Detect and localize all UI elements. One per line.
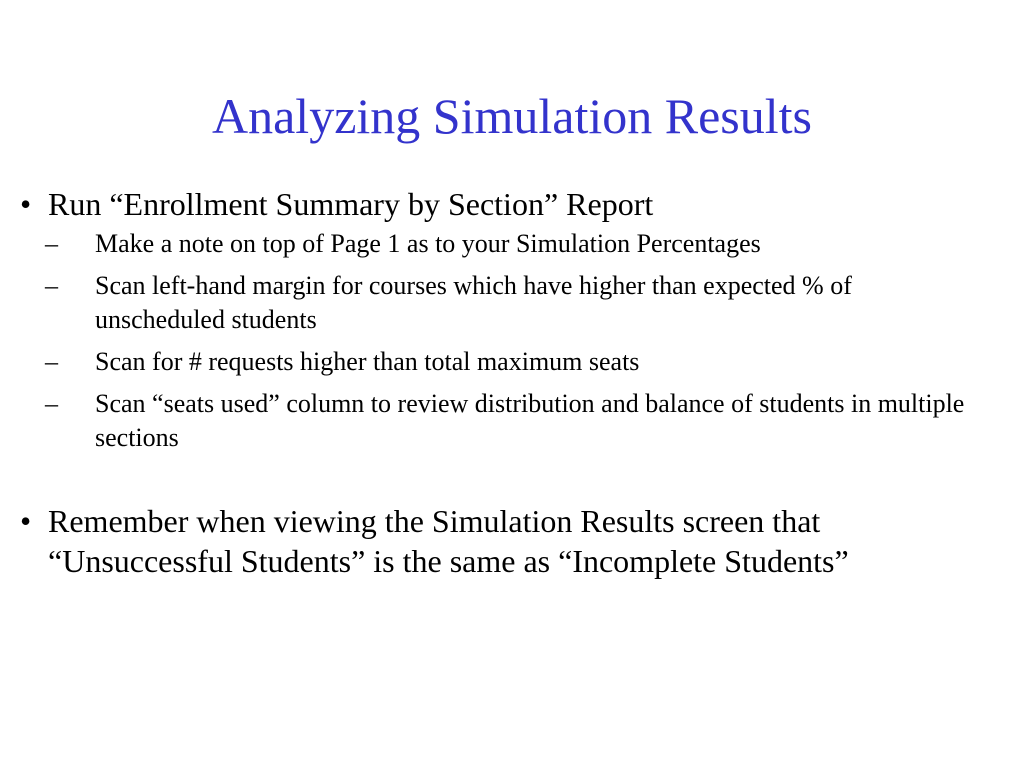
sub-bullet-list bbox=[45, 227, 1000, 455]
bullet-item bbox=[20, 184, 1000, 224]
slide-body bbox=[20, 184, 1000, 581]
sub-bullet-item bbox=[45, 269, 1000, 337]
dash-marker: – bbox=[45, 229, 58, 258]
sub-bullet-text: Scan left-hand margin for courses which have higher than expected % of unscheduled students bbox=[95, 271, 852, 334]
sub-bullet-item bbox=[45, 227, 1000, 261]
dash-marker: – bbox=[45, 347, 58, 376]
spacer bbox=[20, 471, 1000, 501]
bullet-text: Run “Enrollment Summary by Section” Report bbox=[48, 186, 654, 222]
slide-title: Analyzing Simulation Results bbox=[212, 88, 812, 144]
sub-bullet-item bbox=[45, 345, 1000, 379]
bullet-marker: • bbox=[20, 503, 32, 539]
dash-marker: – bbox=[45, 389, 58, 418]
bullet-text: Remember when viewing the Simulation Results screen that “Unsuccessful Students” is the same as “Incomplete Students” bbox=[48, 503, 849, 579]
sub-bullet-text: Scan “seats used” column to review distribution and balance of students in multiple sections bbox=[95, 389, 965, 452]
bullet-item bbox=[20, 501, 1000, 581]
bullet-marker: • bbox=[20, 186, 32, 222]
sub-bullet-text: Scan for # requests higher than total maximum seats bbox=[95, 347, 640, 376]
dash-marker: – bbox=[45, 271, 58, 300]
sub-bullet-text: Make a note on top of Page 1 as to your Simulation Percentages bbox=[95, 229, 761, 258]
sub-bullet-item bbox=[45, 387, 1000, 455]
